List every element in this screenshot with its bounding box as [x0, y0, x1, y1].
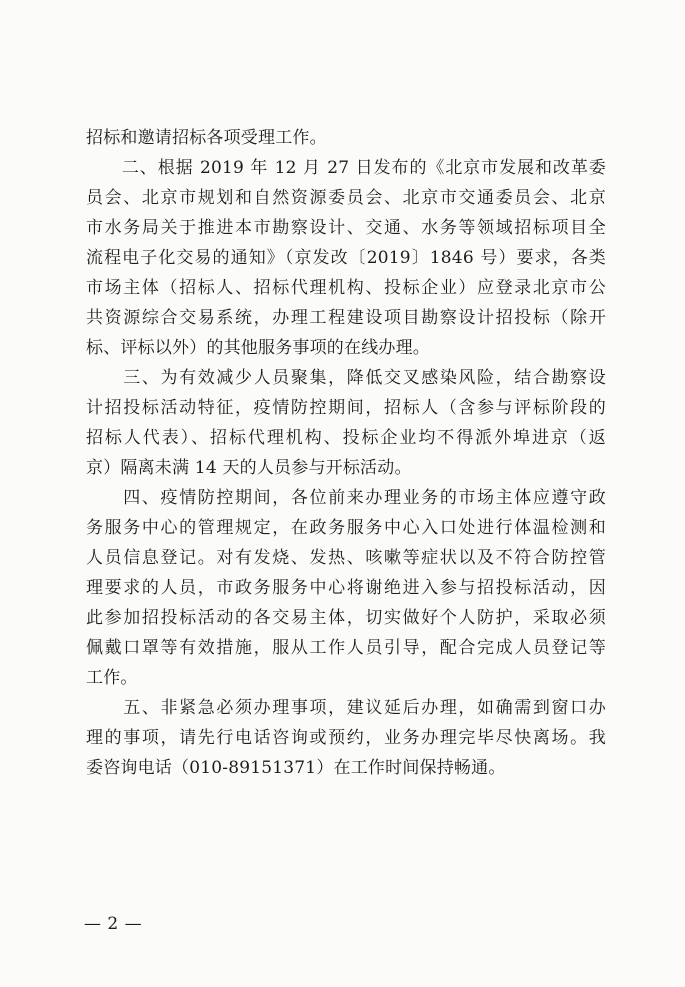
- text-line: 四、疫情防控期间，各位前来办理业务的市场主体应遵守政: [86, 488, 606, 508]
- text-line: 委咨询电话（010-89151371）在工作时间保持畅通。: [86, 758, 506, 778]
- text-line: 共资源综合交易系统，办理工程建设项目勘察设计招投标（除开: [86, 308, 606, 328]
- text-line: 计招投标活动特征，疫情防控期间，招标人（含参与评标阶段的: [86, 398, 606, 418]
- text-line: 员会、北京市规划和自然资源委员会、北京市交通委员会、北京: [86, 188, 606, 208]
- text-line: 二、根据 2019 年 12 月 27 日发布的《北京市发展和改革委: [86, 158, 606, 178]
- text-line: 市场主体（招标人、招标代理机构、投标企业）应登录北京市公: [86, 278, 606, 298]
- text-line: 理要求的人员，市政务服务中心将谢绝进入参与招投标活动，因: [86, 578, 606, 598]
- text-line: 流程电子化交易的通知》（京发改〔2019〕1846 号）要求，各类: [86, 248, 606, 268]
- text-line: 人员信息登记。对有发烧、发热、咳嗽等症状以及不符合防控管: [86, 548, 606, 568]
- text-line: 市水务局关于推进本市勘察设计、交通、水务等领域招标项目全: [86, 218, 606, 238]
- text-line: 此参加招投标活动的各交易主体，切实做好个人防护，采取必须: [86, 608, 606, 628]
- text-line: 招标人代表）、招标代理机构、投标企业均不得派外埠进京（返: [86, 428, 606, 448]
- text-line: 标、评标以外）的其他服务事项的在线办理。: [86, 338, 430, 358]
- text-line: 理的事项，请先行电话咨询或预约，业务办理完毕尽快离场。我: [86, 728, 606, 748]
- text-line: 工作。: [86, 668, 138, 688]
- text-line: 三、为有效减少人员聚集，降低交叉感染风险，结合勘察设: [86, 368, 606, 388]
- document-body: [86, 123, 606, 783]
- text-line: 五、非紧急必须办理事项，建议延后办理，如确需到窗口办: [86, 698, 606, 718]
- page-number: — 2 —: [84, 914, 143, 934]
- text-line: 招标和邀请招标各项受理工作。: [86, 128, 327, 148]
- text-line: 京）隔离未满 14 天的人员参与开标活动。: [86, 458, 412, 478]
- text-line: 务服务中心的管理规定，在政务服务中心入口处进行体温检测和: [86, 518, 606, 538]
- text-line: 佩戴口罩等有效措施，服从工作人员引导，配合完成人员登记等: [86, 638, 606, 658]
